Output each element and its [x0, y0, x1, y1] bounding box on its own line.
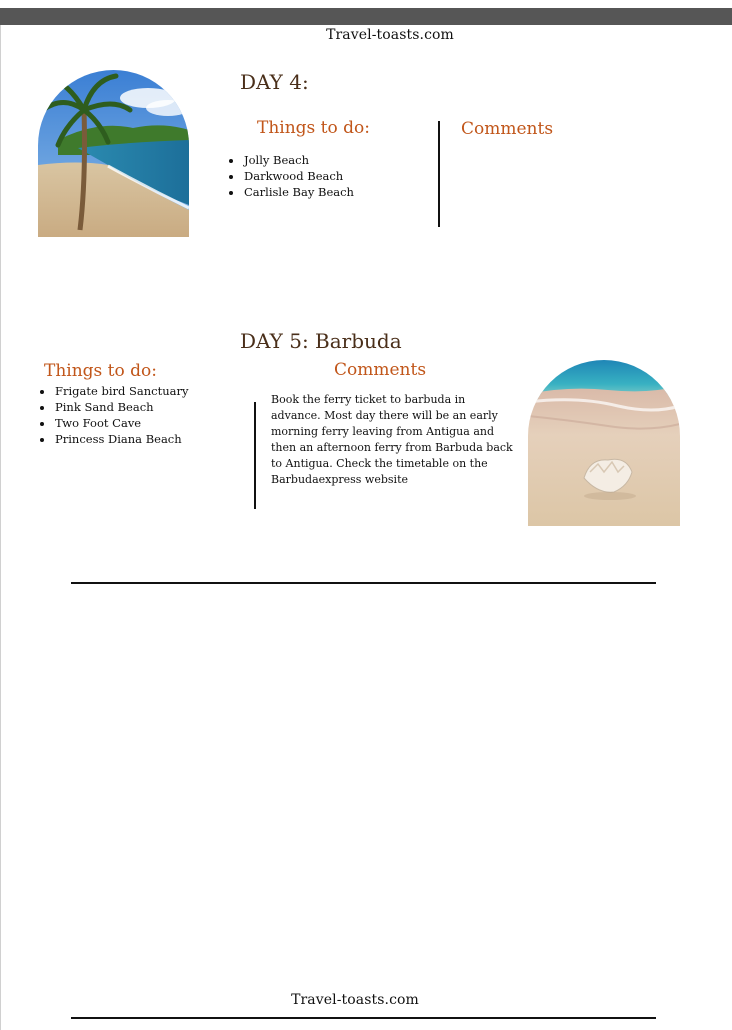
- top-bar: [0, 8, 732, 25]
- section-divider: [71, 582, 656, 584]
- day4-title: DAY 4:: [240, 70, 309, 94]
- seashell-icon: [584, 459, 636, 500]
- list-item: • Jolly Beach: [243, 152, 354, 168]
- day4-beach-photo: [38, 70, 189, 237]
- day5-things-heading: Things to do:: [44, 361, 157, 381]
- day5-things-list: [36, 383, 188, 447]
- day4-comments-heading: Comments: [461, 119, 554, 139]
- day5-title: DAY 5: Barbuda: [240, 329, 402, 353]
- seashell-beach-image: [528, 360, 680, 526]
- list-item: • Carlisle Bay Beach: [243, 184, 354, 200]
- header-site-name: Travel-toasts.com: [326, 27, 454, 43]
- list-item: • Pink Sand Beach: [54, 399, 188, 415]
- list-item: • Darkwood Beach: [243, 168, 354, 184]
- footer-site-name: Travel-toasts.com: [291, 992, 419, 1008]
- footer-line: [71, 1017, 656, 1019]
- day5-beach-photo: [528, 360, 680, 526]
- day4-things-list: [225, 152, 354, 200]
- list-item: • Princess Diana Beach: [54, 431, 188, 447]
- day4-things-heading: Things to do:: [257, 118, 370, 138]
- list-item: • Two Foot Cave: [54, 415, 188, 431]
- page-edge: [0, 25, 1, 1030]
- day4-divider: [438, 121, 440, 227]
- day5-comments-text: Book the ferry ticket to barbuda in advance. Most day there will be an early morning ferry leaving from Antigua and then an afternoon ferry from Barbuda back to Antigua. Check the timetable on the Barbudaexpress website: [271, 393, 513, 486]
- day5-comments-heading: Comments: [334, 360, 427, 380]
- list-item: • Frigate bird Sanctuary: [54, 383, 188, 399]
- day5-divider: [254, 402, 256, 509]
- palm-beach-image: [38, 70, 189, 237]
